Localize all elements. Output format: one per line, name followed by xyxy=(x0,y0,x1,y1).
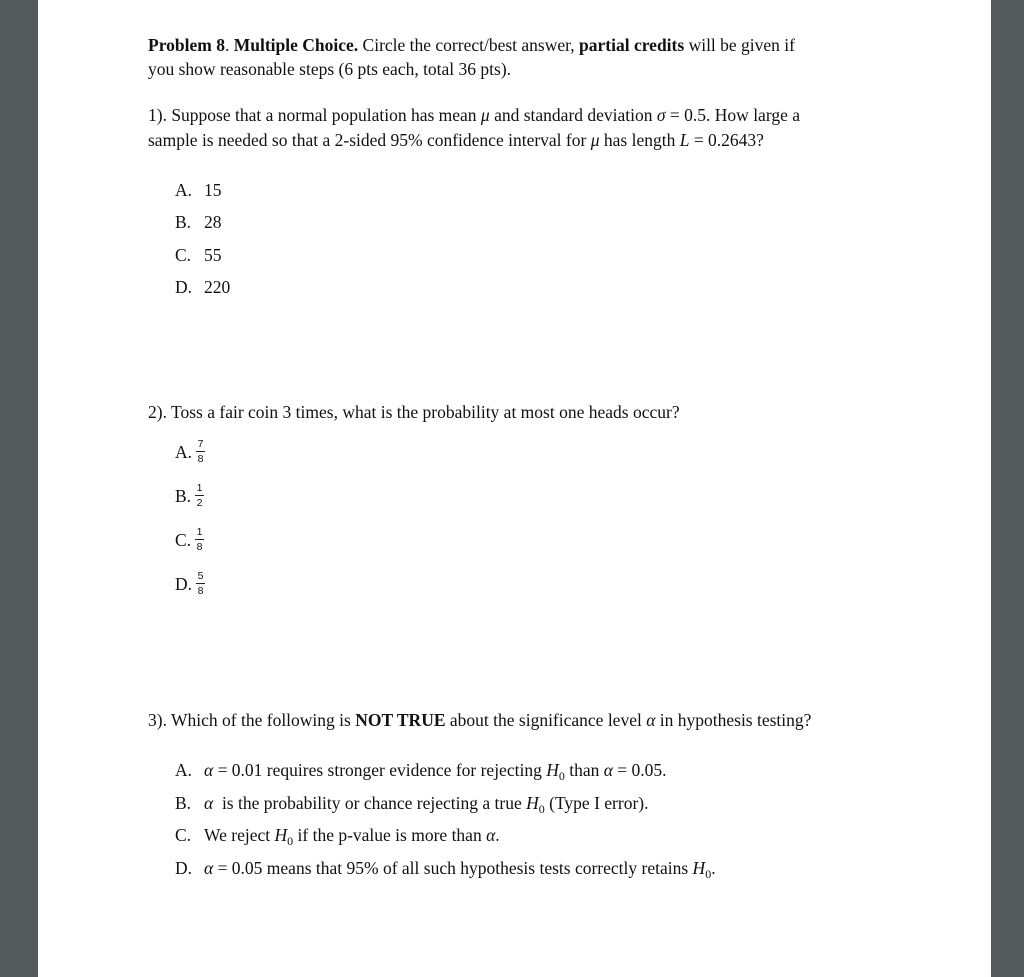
fraction: $\frac{1}{8}$ xyxy=(196,526,203,553)
q3-choice-b[interactable]: B. α is the probability or chance rejecting a true $H_0$ (Type I error). xyxy=(175,793,649,816)
problem-header-line1: Problem 8. Multiple Choice. Circle the correct/best answer, partial credits will be given if xyxy=(148,35,795,55)
q1-choice-a[interactable]: A. 15 xyxy=(175,180,222,200)
q3-choice-d[interactable]: D. α = 0.05 means that 95% of all such hypothesis tests correctly retains $H_0$. xyxy=(175,858,716,881)
q1-line1: 1). Suppose that a normal population has mean μ and standard deviation σ = 0.5. How large a xyxy=(148,105,800,125)
q1-choice-b[interactable]: B. 28 xyxy=(175,212,222,232)
sigma-symbol: σ xyxy=(656,105,666,125)
alpha-symbol: α xyxy=(646,710,656,730)
fraction: $\frac{5}{8}$ xyxy=(197,570,204,597)
q2-choice-d[interactable]: D. $\frac{5}{8}$ xyxy=(175,570,204,597)
q2-choice-c[interactable]: C. $\frac{1}{8}$ xyxy=(175,526,203,553)
fraction: $\frac{7}{8}$ xyxy=(197,438,204,465)
q2-question: 2). Toss a fair coin 3 times, what is the probability at most one heads occur? xyxy=(148,402,680,422)
problem-title: Multiple Choice. xyxy=(233,35,359,55)
document-page xyxy=(38,0,991,977)
q1-line2: sample is needed so that a 2-sided 95% confidence interval for μ has length L = 0.2643? xyxy=(148,130,764,150)
q3-choice-a[interactable]: A. α = 0.01 requires stronger evidence for rejecting $H_0$ than α = 0.05. xyxy=(175,760,667,783)
q3-choice-c[interactable]: C. We reject $H_0$ if the p-value is more than α. xyxy=(175,825,500,848)
q1-choice-c[interactable]: C. 55 xyxy=(175,245,222,265)
instruction-text: Circle the correct/best answer, xyxy=(362,35,575,55)
fraction: $\frac{1}{2}$ xyxy=(196,482,203,509)
mu-symbol: μ xyxy=(590,130,600,150)
mu-symbol: μ xyxy=(480,105,490,125)
instruction-text-end: will be given if xyxy=(688,35,795,55)
q3-question: 3). Which of the following is NOT TRUE about the significance level α in hypothesis testing? xyxy=(148,710,812,730)
problem-label: Problem 8 xyxy=(148,35,225,55)
q2-choice-a[interactable]: A. $\frac{7}{8}$ xyxy=(175,438,204,465)
length-symbol: L xyxy=(679,130,690,150)
problem-header-line2: you show reasonable steps (6 pts each, total 36 pts). xyxy=(148,59,512,79)
not-true-text: NOT TRUE xyxy=(355,710,446,730)
partial-credits-text: partial credits xyxy=(579,35,685,55)
q2-choice-b[interactable]: B. $\frac{1}{2}$ xyxy=(175,482,203,509)
q1-choice-d[interactable]: D. 220 xyxy=(175,277,231,297)
